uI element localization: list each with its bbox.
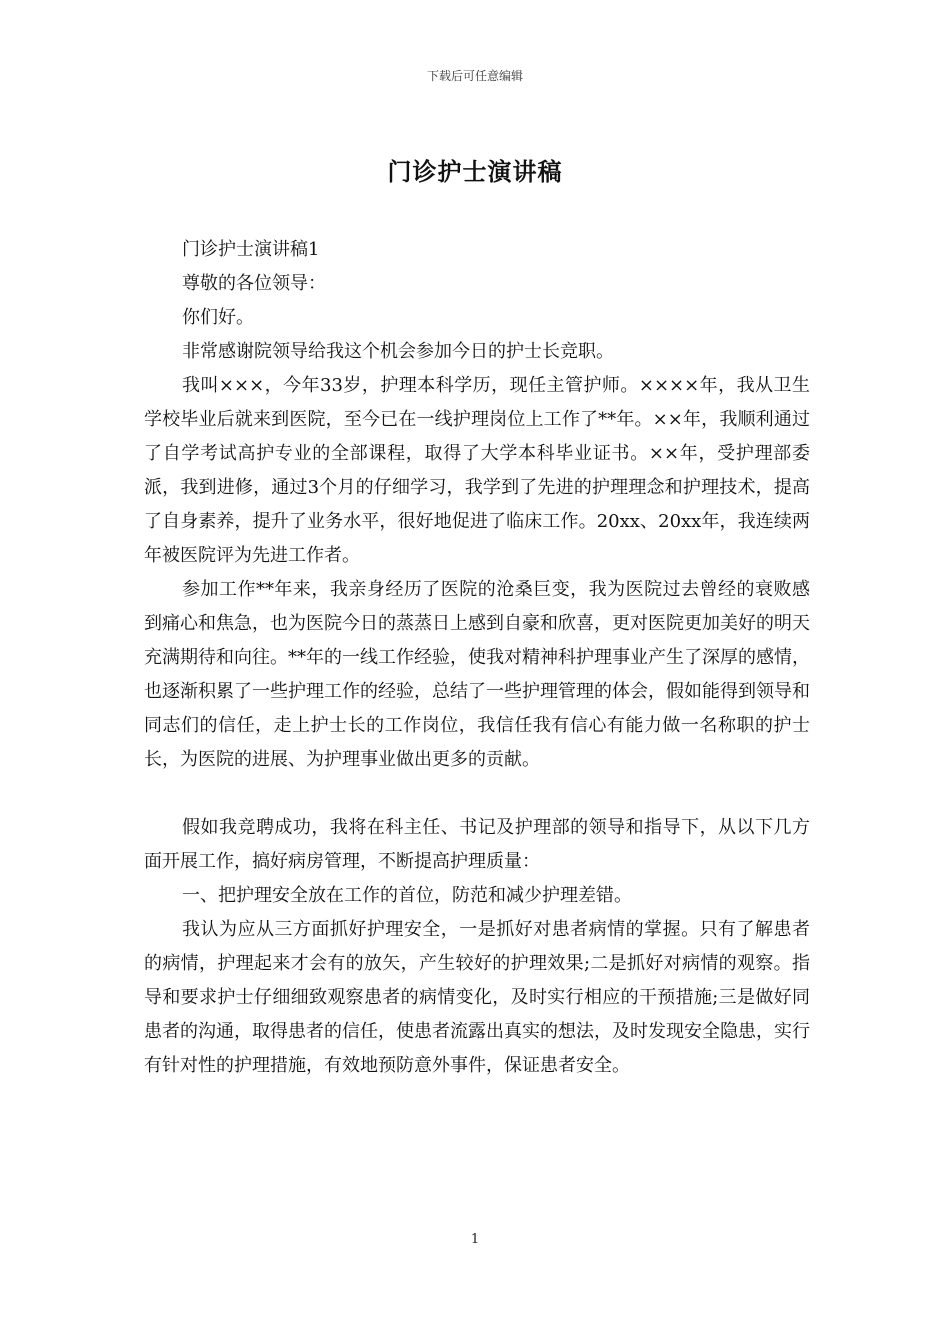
paragraph-experience: 参加工作**年来，我亲身经历了医院的沧桑巨变，我为医院过去曾经的衰败感到痛心和焦急，也为医院今日的蒸蒸日上感到自豪和欣喜，更对医院更加美好的明天充满期待和向往。**年的一线工作经验，使我对精神科护理事业产生了深厚的感情，也逐渐积累了一些护理工作的经验，总结了一些护理管理的体会，假如能得到领导和同志们的信任，走上护士长的工作岗位，我信任我有信心有能力做一名称职的护士长，为医院的进展、为护理事业做出更多的贡献。 (144, 579, 810, 770)
paragraph-point-one-detail: 我认为应从三方面抓好护理安全，一是抓好对患者病情的掌握。只有了解患者的病情，护理起来才会有的放矢，产生较好的护理效果;二是抓好对病情的观察。指导和要求护士仔细细致观察患者的病情变化，及时实行相应的干预措施;三是做好同患者的沟通，取得患者的信任，使患者流露出真实的想法，及时发现安全隐患，实行有针对性的护理措施，有效地预防意外事件，保证患者安全。 (144, 919, 810, 1076)
paragraph-point-one-heading: 一、把护理安全放在工作的首位，防范和减少护理差错。 (182, 885, 632, 906)
paragraph-thanks: 非常感谢院领导给我这个机会参加今日的护士长竞职。 (182, 341, 614, 362)
paragraph-introduction: 我叫×××，今年33岁，护理本科学历，现任主管护师。××××年，我从卫生学校毕业后就来到医院，至今已在一线护理岗位上工作了**年。××年，我顺利通过了自学考试高护专业的全部课程，取得了大学本科毕业证书。××年，受护理部委派，我到进修，通过3个月的仔细学习，我学到了先进的护理理念和护理技术，提高了自身素养，提升了业务水平，很好地促进了临床工作。20xx、20xx年，我连续两年被医院评为先进工作者。 (144, 375, 810, 566)
paragraph-plan: 假如我竞聘成功，我将在科主任、书记及护理部的领导和指导下，从以下几方面开展工作，搞好病房管理，不断提高护理质量： (144, 817, 810, 872)
document-title: 门诊护士演讲稿 (387, 157, 563, 186)
document-body (144, 233, 810, 1083)
paragraph-subtitle: 门诊护士演讲稿1 (182, 239, 320, 260)
header-note: 下载后可任意编辑 (426, 69, 523, 83)
page-number: 1 (470, 1232, 480, 1247)
paragraph-salutation: 尊敬的各位领导： (182, 273, 326, 294)
paragraph-greeting: 你们好。 (182, 307, 254, 328)
